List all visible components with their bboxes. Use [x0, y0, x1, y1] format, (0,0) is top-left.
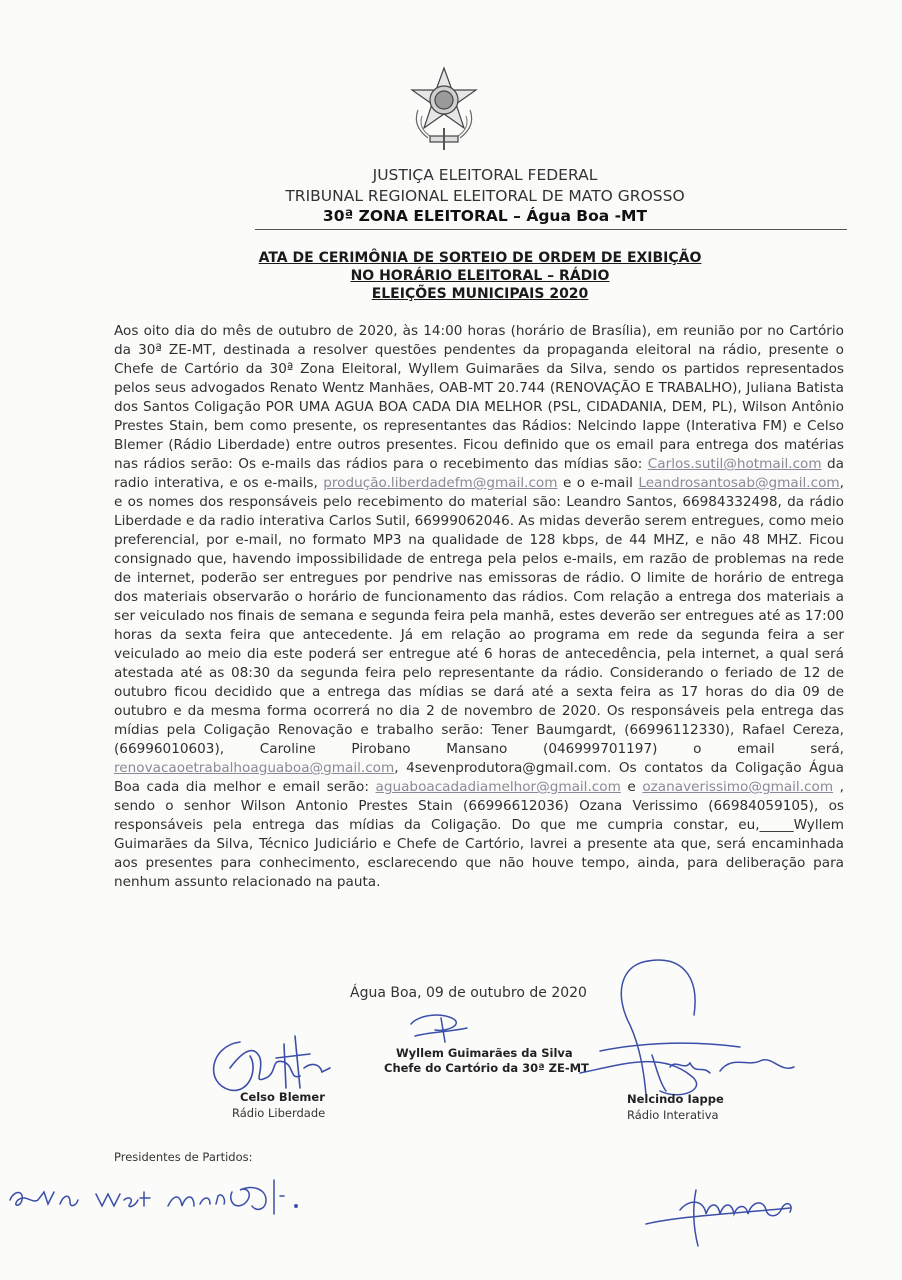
document-title-line1: ATA DE CERIMÔNIA DE SORTEIO DE ORDEM DE EXIBIÇÃO [258, 250, 702, 266]
party-presidents-label: Presidentes de Partidos: [114, 1150, 253, 1164]
email-link-leandro[interactable]: Leandrosantosab@gmail.com [638, 475, 840, 491]
signature-wyllem [405, 1010, 475, 1046]
body-text-segment: , e os nomes dos responsáveis pelo recebimento do material são: Leandro Santos, 66984332498, da rádio Liberdade e da radio interativa Carlos Sutil, 66999062046. As midas deverão serem entregues, como meio preferencial, por e-mail, no formato MP3 na qualidade de 128 kbps, de 44 MHZ, e não 48 MHZ. Ficou consignado que, havendo impossibilidade de entrega pela pelos e-mails, em razão de problemas na rede de internet, poderão ser entregues por pendrive nas emissoras de rádio. O limite de horário de entrega dos materiais observarão o horário de funcionamento das rádios. Com relação a entrega dos materiais a ser veiculado nos finais de semana e segunda feira pela manhã, estes deverão ser entregues até as 17:00 horas da sexta feira que antecedente. Já em relação ao programa em rede da segunda feira a ser veiculado ao meio dia este poderá ser entregue até 6 horas de antecedência, pela internet, a qual será atestada até as 08:30 da segunda feira pelo representante da rádio. Considerando o feriado de 12 de outubro ficou decidido que a entrega das mídias se dará até a sexta feira as 17 horas do dia 09 de outubro e da mesma forma ocorrerá no dia 2 de novembro de 2020. Os responsáveis pela entrega das mídias pela Coligação Renovação e trabalho serão: Tener Baumgardt, (66996112330), Rafael Cereza, (66996010603), Caroline Pirobano Mansano (046999701197) o email será, [114, 475, 844, 757]
signatory-name-celso: Celso Blemer [240, 1090, 325, 1104]
signatory-role-nelcindo: Rádio Interativa [627, 1108, 719, 1122]
body-text-segment: da radio interativa, e os e-mails, [114, 456, 844, 491]
place-and-date: Água Boa, 09 de outubro de 2020 [350, 985, 587, 1001]
signature-nelcindo-iappe [560, 955, 800, 1105]
signatory-name-nelcindo: Nelcindo Iappe [627, 1092, 724, 1106]
header-zone: 30ª ZONA ELEITORAL – Água Boa -MT [322, 207, 648, 225]
coat-of-arms-emblem [408, 66, 480, 152]
header-tribunal: TRIBUNAL REGIONAL ELEITORAL DE MATO GROSSO [285, 187, 685, 205]
header-institution: JUSTIÇA ELEITORAL FEDERAL [372, 166, 598, 184]
signature-renato-wentz-manhaes [4, 1170, 304, 1220]
signatory-name-wyllem: Wyllem Guimarães da Silva [396, 1046, 573, 1060]
email-link-renovacao[interactable]: renovacaoetrabalhoaguaboa@gmail.com [114, 760, 395, 776]
body-text-segment: e [620, 779, 643, 795]
signatory-role-wyllem: Chefe do Cartório da 30ª ZE-MT [384, 1061, 589, 1075]
email-link-ozana[interactable]: ozanaverissimo@gmail.com [642, 779, 834, 795]
body-text-segment: , 4sevenprodutora@gmail.com. Os contatos da Coligação Água Boa cada dia melhor e email serão: [114, 760, 844, 795]
body-text-segment: e o e-mail [557, 475, 639, 491]
document-title-line2: NO HORÁRIO ELEITORAL – RÁDIO [350, 268, 610, 284]
body-text-segment: Aos oito dia do mês de outubro de 2020, às 14:00 horas (horário de Brasília), em reunião por no Cartório da 30ª ZE-MT, destinada a resolver questões pendentes da propaganda eleitoral na rádio, presente o Chefe de Cartório da 30ª Zona Eleitoral, Wyllem Guimarães da Silva, sendo os partidos representados pelos seus advogados Renato Wentz Manhães, OAB-MT 20.744 (RENOVAÇÃO E TRABALHO), Juliana Batista dos Santos Coligação POR UMA AGUA BOA CADA DIA MELHOR (PSL, CIDADANIA, DEM, PL), Wilson Antônio Prestes Stain, bem como presente, os representantes das Rádios: Nelcindo Iappe (Interativa FM) e Celso Blemer (Rádio Liberdade) entre outros presentes. Ficou definido que os email para entrega dos matérias nas rádios serão: Os e-mails das rádios para o recebimento das mídias são: [114, 323, 844, 472]
signature-bottom-right [640, 1180, 810, 1250]
document-title-line3: ELEIÇÕES MUNICIPAIS 2020 [371, 286, 589, 302]
email-link-radio-interativa[interactable]: Carlos.sutil@hotmail.com [647, 456, 822, 472]
header-divider [255, 229, 847, 230]
minutes-body [114, 322, 844, 892]
body-text-segment: , sendo o senhor Wilson Antonio Prestes Stain (66996612036) Ozana Verissimo (66984059105), os responsáveis pela entrega das mídias da Coligação. Do que me cumpria constar, eu,_____Wyllem Guimarães da Silva, Técnico Judiciário e Chefe de Cartório, lavrei a presente ata que, será encaminhada aos presentes para conhecimento, esclarecendo que não houve tempo, ainda, para deliberação para nenhum assunto relacionado na pauta. [114, 779, 844, 890]
email-link-radio-liberdade[interactable]: produção.liberdadefm@gmail.com [323, 475, 558, 491]
email-link-aguaboa[interactable]: aguaboacadadiamelhor@gmail.com [375, 779, 621, 795]
signatory-role-celso: Rádio Liberdade [232, 1106, 326, 1120]
